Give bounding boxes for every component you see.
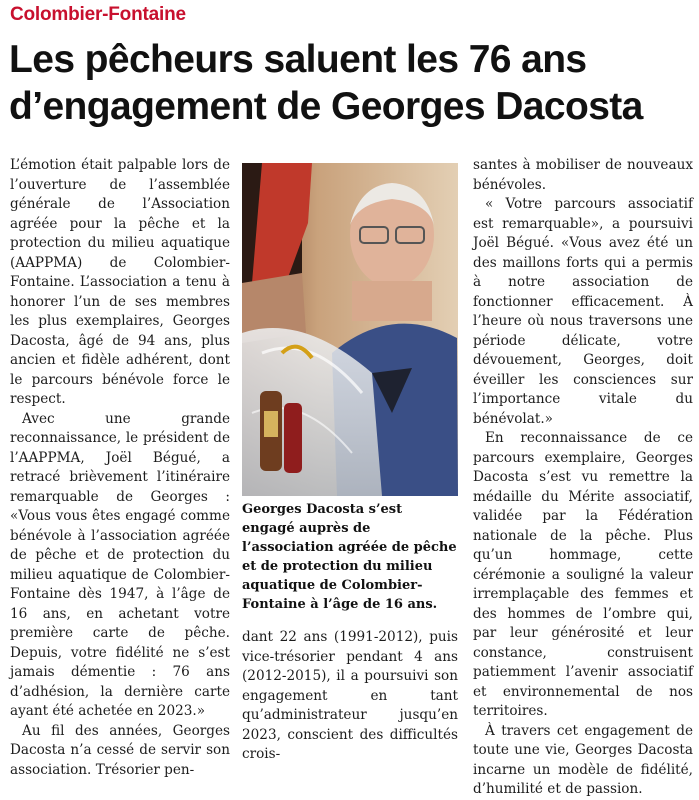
article-photo xyxy=(242,163,458,496)
paragraph: santes à mobiliser de nouveaux bénévoles. xyxy=(473,157,693,193)
column-2 xyxy=(242,628,458,762)
photo-caption: Georges Dacosta s’est engagé auprès de l’association agréée de pêche et de protection du milieu aquatique de Colombier-Fontaine à l’âge de 16 ans. xyxy=(242,502,457,612)
paragraph: Avec une grande reconnaissance, le président de l’AAPPMA, Joël Bégué, a retracé brièvement l’itinéraire remarquable de Georges : «Vous vous êtes engagé comme bénévole à l’association agréée de pêche et de protection du milieu aquatique de Colombier-Fontaine dès 1947, à l’âge de 16 ans, en achetant votre première carte de pêche. Depuis, votre fidélité ne s’est jamais démentie : 76 ans d’adhésion, la dernière carte ayant été achetée en 2023.» xyxy=(10,410,230,719)
section-kicker: Colombier-Fontaine xyxy=(10,4,186,25)
paragraph: En reconnaissance de ce parcours exemplaire, Georges Dacosta s’est vu remettre la médaille du Mérite associatif, validée par la Fédération nationale de la pêche. Plus qu’un hommage, cette cérémonie a souligné la valeur irremplaçable des femmes et des hommes de l’ombre qui, par leur générosité et leur constance, construisent patiemment l’avenir associatif et environnemental de nos territoires. xyxy=(473,430,693,719)
headline: Les pêcheurs saluent les 76 ans d’engagement de Georges Dacosta xyxy=(9,38,643,128)
paragraph: dant 22 ans (1991-2012), puis vice-trésorier pendant 4 ans (2012-2015), il a poursuivi son engagement en tant qu’administrateur jusqu’en 2023, conscient des difficultés crois- xyxy=(242,629,458,762)
paragraph: À travers cet engagement de toute une vie, Georges Dacosta incarne un modèle de fidélité, d’humilité et de passion. xyxy=(473,722,693,797)
paragraph: Au fil des années, Georges Dacosta n’a cessé de servir son association. Trésorier pen- xyxy=(10,722,230,778)
portrait-image xyxy=(242,163,458,496)
column-3 xyxy=(473,156,693,797)
column-1 xyxy=(10,156,230,778)
paragraph: L’émotion était palpable lors de l’ouverture de l’assemblée générale de l’Association agréée pour la pêche et la protection du milieu aquatique (AAPPMA) de Colombier-Fontaine. L’association a tenu à honorer l’un de ses membres les plus exemplaires, Georges Dacosta, âgé de 94 ans, plus ancien et fidèle adhérent, dont le parcours bénévole force le respect. xyxy=(10,157,230,407)
paragraph: « Votre parcours associatif est remarquable», a poursuivi Joël Bégué. «Vous avez été un des maillons forts qui a permis à notre association de fonctionner efficacement. À l’heure où nous traversons une période délicate, votre dévouement, Georges, doit éveiller les consciences sur l’importance vitale du bénévolat.» xyxy=(473,196,693,427)
